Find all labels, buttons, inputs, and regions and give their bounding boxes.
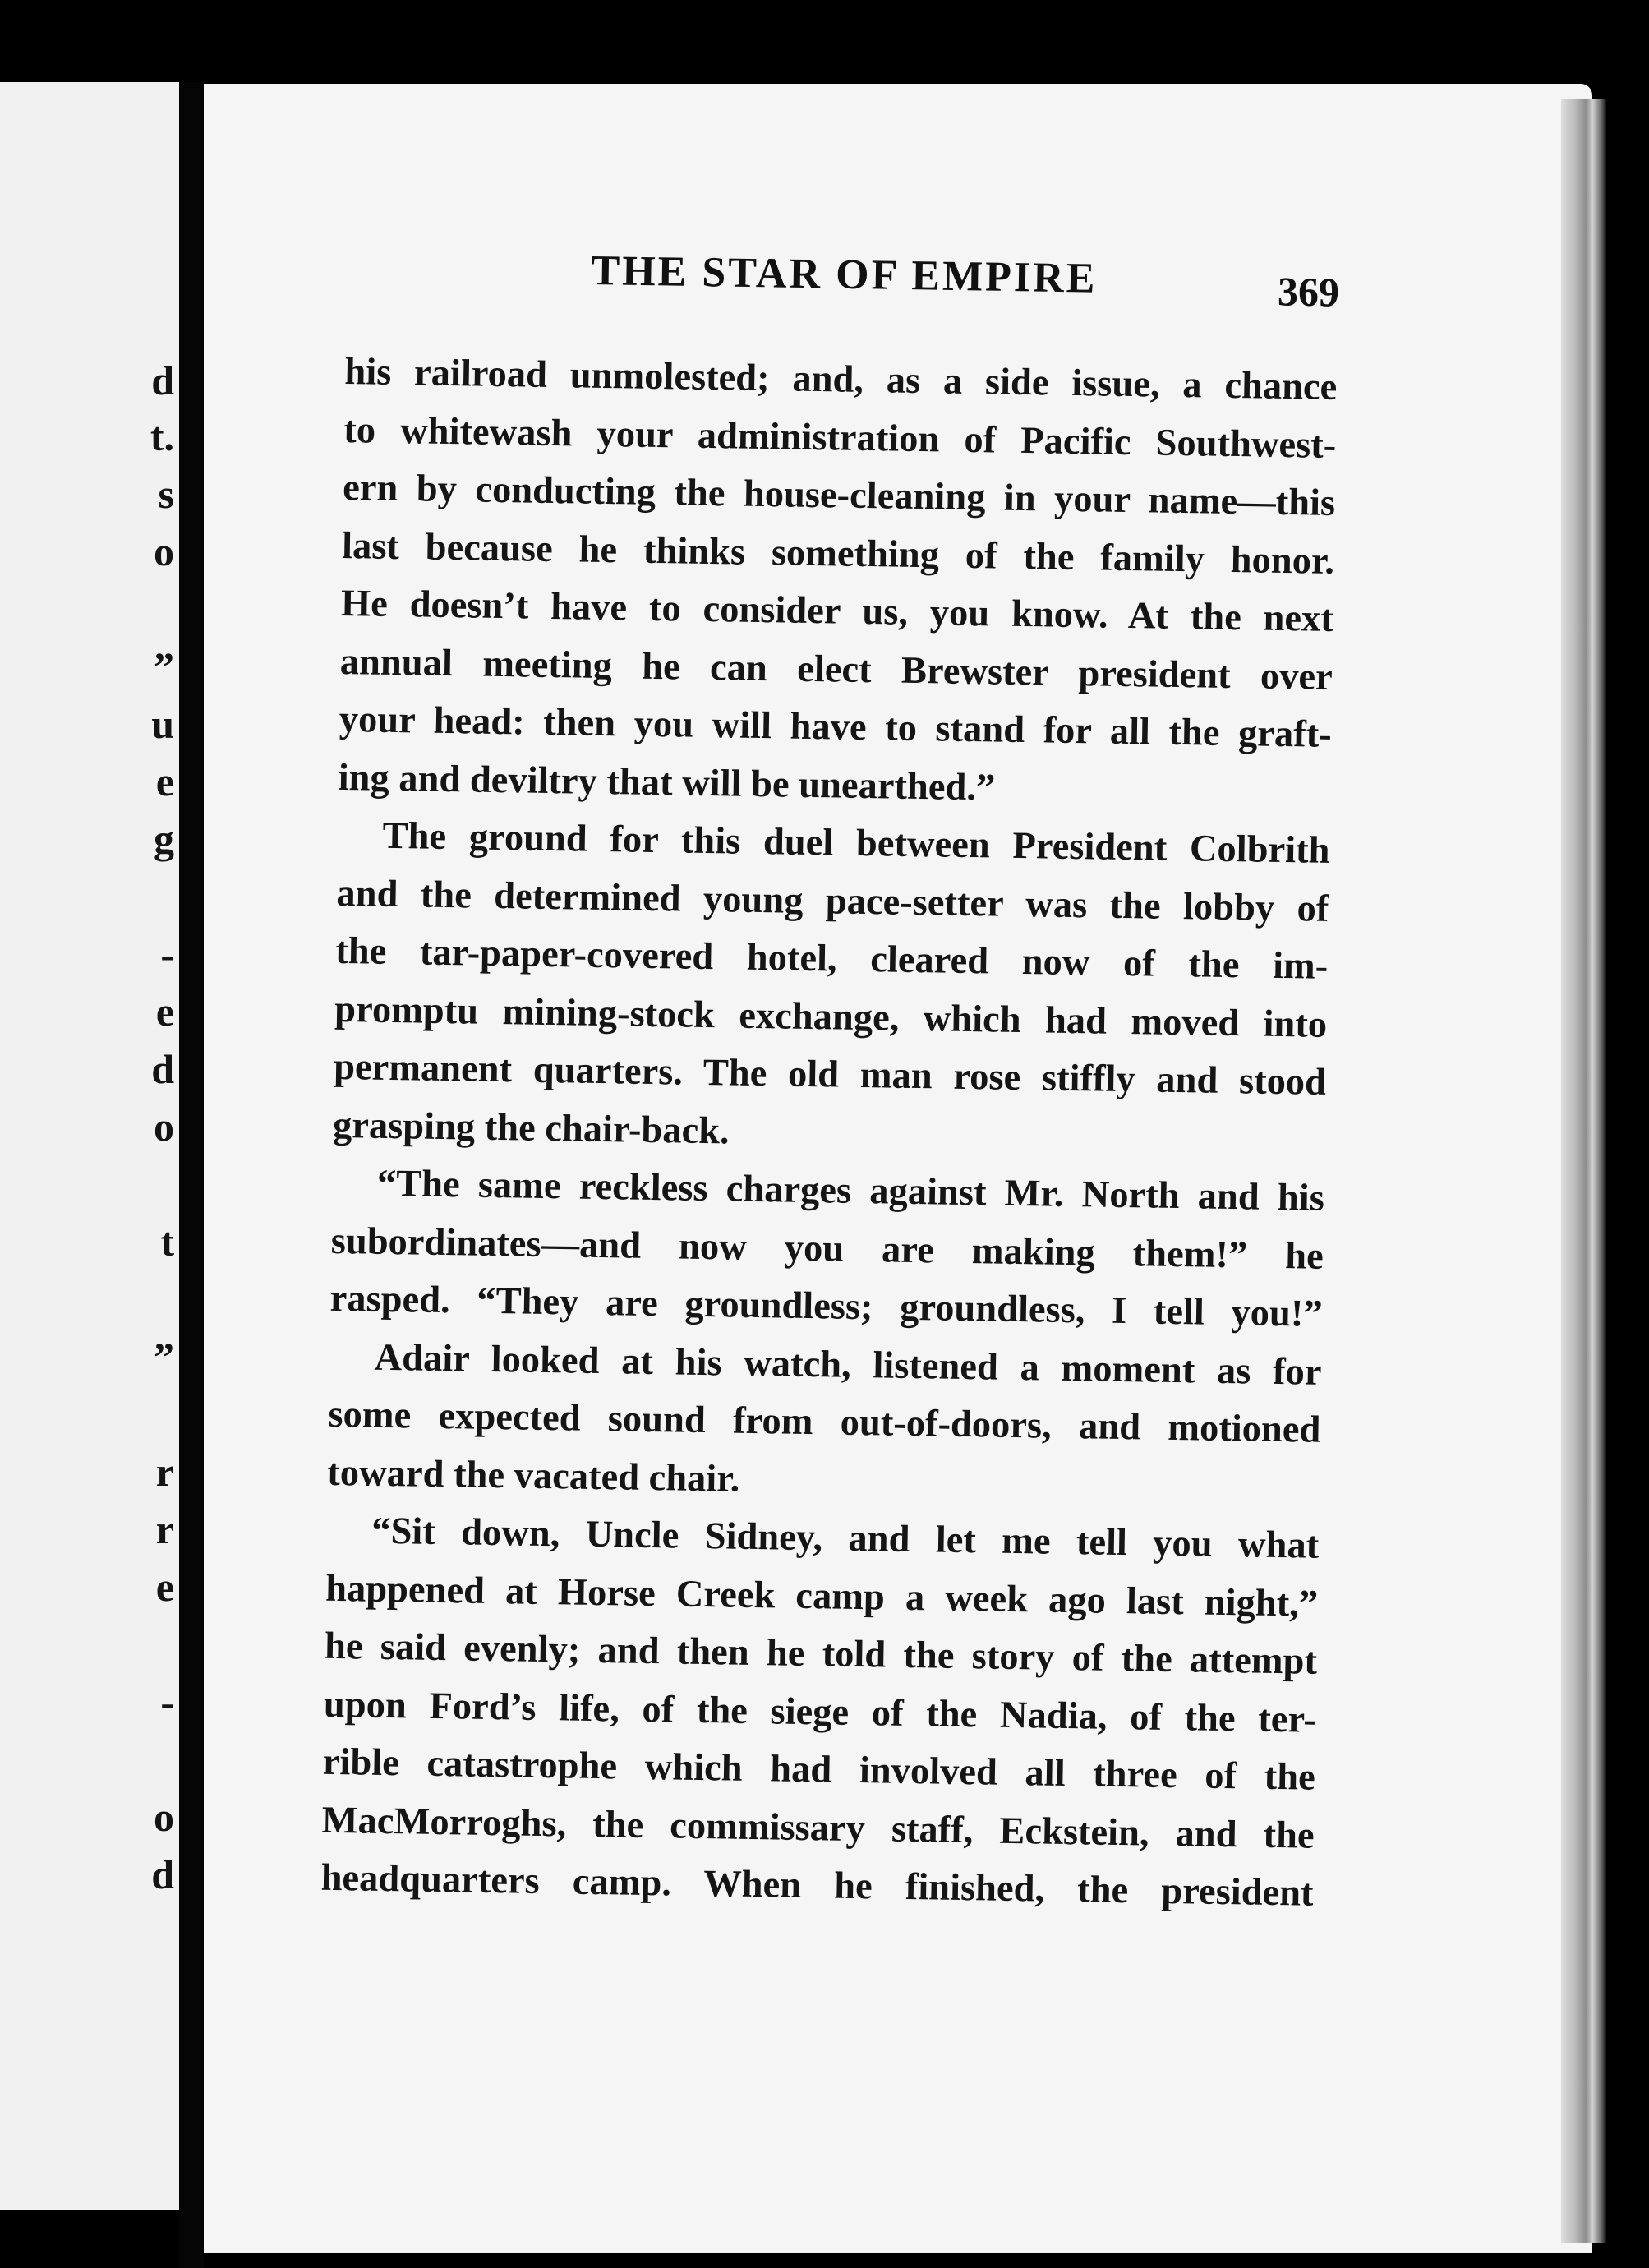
text-line: to whitewash your administration of Pacific Southwest- (343, 408, 1337, 467)
text-line: “The same reckless charges against Mr. North and his (376, 1162, 1325, 1219)
facing-page-fragment: d (151, 1851, 174, 1897)
facing-page-fragment: o (154, 528, 174, 574)
facing-page-fragment: - (160, 1679, 174, 1725)
book-gutter (179, 82, 204, 2268)
facing-page-fragment: r (155, 1449, 174, 1495)
text-line: the tar-paper-covered hotel, cleared now of the im- (334, 929, 1329, 988)
text-line: promptu mining-stock exchange, which had moved into (334, 988, 1328, 1046)
text-line: The ground for this duel between President Colbrith (382, 814, 1330, 872)
facing-page-fragment: ” (154, 643, 174, 689)
text-line: happened at Horse Creek camp a week ago last night,” (325, 1567, 1319, 1625)
text-line: last because he thinks something of the family honor. (341, 524, 1335, 583)
text-line: he said evenly; and then he told the story of the attempt (324, 1625, 1318, 1683)
text-line: subordinates—and now you are making them!” he (330, 1219, 1324, 1278)
facing-page-fragment: o (154, 1104, 174, 1150)
facing-page-fragment: ” (154, 1334, 174, 1380)
facing-page-fragment: - (160, 931, 174, 977)
facing-page-fragment: e (155, 1564, 174, 1610)
text-line: He doesn’t have to consider us, you know. At the next (340, 582, 1334, 640)
facing-page-fragment: e (155, 989, 174, 1035)
text-line: headquarters camp. When he finished, the president (320, 1856, 1314, 1915)
running-title: THE STAR OF EMPIRE (591, 247, 1098, 302)
text-line: rasped. “They are groundless; groundless, I tell you!” (329, 1277, 1323, 1335)
page-stack-edge (1561, 99, 1606, 2243)
page-number: 369 (1277, 268, 1340, 316)
facing-page-fragment: u (151, 701, 174, 747)
facing-page-fragment: d (151, 357, 174, 403)
text-line: permanent quarters. The old man rose stiffly and stood (333, 1045, 1327, 1104)
text-line: his railroad unmolested; and, as a side issue, a chance (344, 350, 1338, 408)
text-line: toward the vacated chair. (327, 1451, 740, 1500)
facing-page-fragment: s (158, 471, 174, 517)
text-line: “Sit down, Uncle Sidney, and let me tell you what (371, 1510, 1320, 1567)
text-line: Adair looked at his watch, listened a moment as for (374, 1336, 1322, 1394)
text-line: annual meeting he can elect Brewster president over (339, 640, 1333, 698)
facing-page-fragment: o (154, 1794, 174, 1840)
facing-page-fragment: t (160, 1219, 174, 1265)
text-line: rible catastrophe which had involved all three of the (322, 1740, 1316, 1799)
text-line: some expected sound from out-of-doors, and motioned (328, 1393, 1321, 1451)
body-text (320, 343, 1338, 1923)
text-line: MacMorroghs, the commissary staff, Eckstein, and the (321, 1799, 1315, 1857)
facing-page-fragment: g (154, 816, 174, 862)
text-line: your head: then you will have to stand for all the graft- (339, 698, 1333, 756)
text-line: and the determined young pace-setter was the lobby of (336, 872, 1329, 930)
facing-page-fragment: r (155, 1506, 174, 1552)
facing-page-fragment: t. (150, 413, 174, 459)
text-line: ern by conducting the house-cleaning in your name—this (342, 466, 1336, 524)
text-line: grasping the chair-back. (332, 1104, 730, 1152)
facing-page-fragment: e (155, 758, 174, 804)
facing-page-fragment: d (151, 1046, 174, 1092)
text-line: ing and deviltry that will be unearthed.” (338, 756, 996, 809)
facing-page-edge (0, 82, 179, 2210)
text-line: upon Ford’s life, of the siege of the Nadia, of the ter- (323, 1683, 1317, 1741)
